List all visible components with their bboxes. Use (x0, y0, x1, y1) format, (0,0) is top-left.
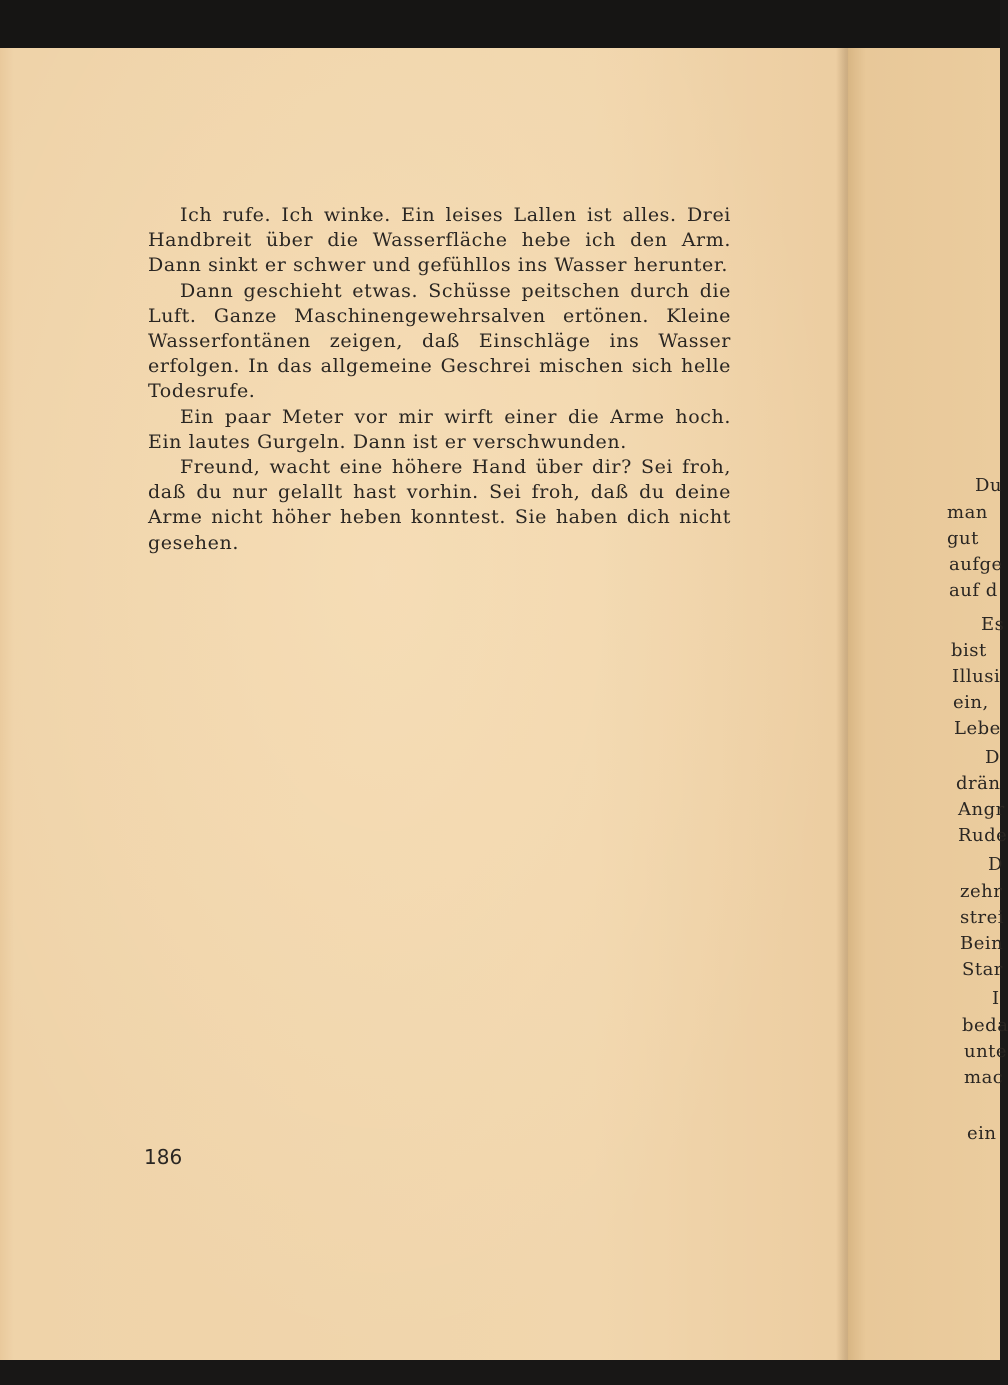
right-page-fragment: Lebe (954, 718, 1001, 739)
right-page-fragment: mac (964, 1067, 1004, 1088)
right-page-fragment: Rude (958, 825, 1008, 846)
right-page-fragment: bist (951, 640, 987, 661)
right-page-fragment: Illusi (952, 666, 1001, 687)
right-page-fragment: strei (960, 907, 1004, 928)
right-page-fragment: gut (947, 528, 979, 549)
right-page-fragment: I (992, 988, 1000, 1009)
right-page-fragment: zehr (960, 881, 1003, 902)
right-page-fragment: aufge (949, 554, 1003, 575)
right-page-fragment: Bein (960, 933, 1004, 954)
right-page-fragment: unte (964, 1041, 1008, 1062)
right-page-fragment: D (988, 854, 1003, 875)
paragraph-4: Freund, wacht eine höhere Hand über dir? Sei froh, daß du nur gelallt hast vorhin. Sei froh, daß du deine Arme nicht höher heben konntest. Sie haben dich nicht gesehen. (148, 456, 731, 554)
right-page-fragment: D (985, 747, 1000, 768)
paragraph-1: Ich rufe. Ich winke. Ein leises Lallen ist alles. Drei Handbreit über die Wasserfläche hebe ich den Arm. Dann sinkt er schwer und gefühllos ins Wasser herunter. (148, 204, 731, 277)
right-page-fragment: ein (967, 1123, 997, 1144)
body-text (148, 203, 731, 556)
right-page-fragment: Du (975, 475, 1003, 496)
page-number: 186 (144, 1145, 183, 1169)
right-page-fragment: Star (962, 959, 1003, 980)
right-page-fragment: beda (962, 1015, 1008, 1036)
right-book-page-edge (848, 48, 1008, 1360)
paragraph-2: Dann geschieht etwas. Schüsse peitschen durch die Luft. Ganze Maschinengewehrsalven ertönen. Kleine Wasserfontänen zeigen, daß Einschläge ins Wasser erfolgen. In das allgemeine Geschrei mischen sich helle Todesrufe. (148, 279, 731, 403)
scan-bottom-border (0, 1360, 1000, 1385)
paragraph-3: Ein paar Meter vor mir wirft einer die Arme hoch. Ein lautes Gurgeln. Dann ist er verschwunden. (148, 405, 731, 453)
right-page-fragment: auf d (949, 580, 998, 601)
right-page-fragment: Angr (958, 799, 1005, 820)
right-page-fragment: drän (956, 773, 1001, 794)
right-page-fragment: man (947, 502, 988, 523)
right-page-fragment: Es (981, 614, 1005, 635)
right-page-fragment: ein, (953, 692, 989, 713)
scan-top-border (0, 0, 1000, 48)
